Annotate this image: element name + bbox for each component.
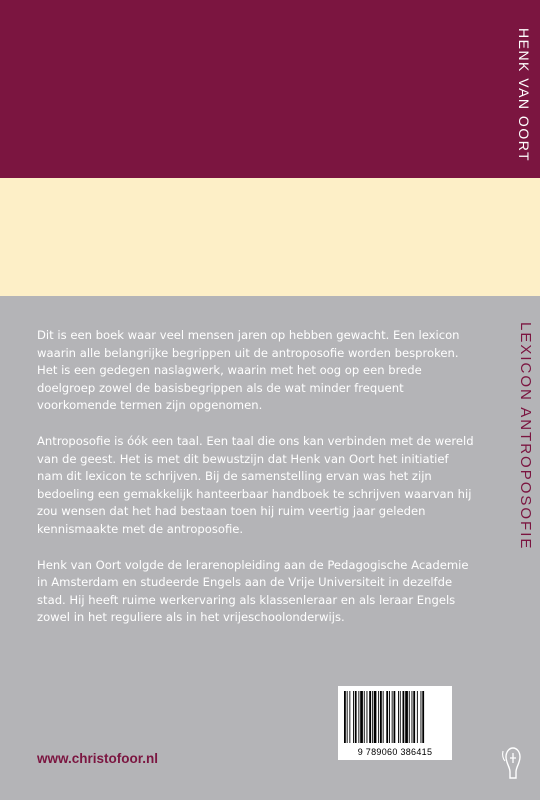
publisher-logo-icon	[500, 745, 526, 781]
blurb-paragraph: Dit is een boek waar veel mensen jaren op hebben gewacht. Een lexicon waarin alle belangrijke begrippen uit de antroposofie worden besproken. Het is een gedegen naslagwerk, waarin met het oog op een brede doelgroep zowel de basisbegrippen als de wat minder frequent voorkomende termen zijn opgenomen.	[37, 328, 460, 413]
blurb-paragraph: Henk van Oort volgde de lerarenopleiding aan de Pedagogische Academie in Amsterdam en studeerde Engels aan de Vrije Universiteit in dezelfde stad. Hij heeft ruime werkervaring als klassenleraar en als leraar Engels zowel in het reguliere als in het vrijeschoolonderwijs.	[37, 557, 469, 625]
isbn-number: 9 789060 386415	[357, 747, 433, 757]
author-name: HENK VAN OORT	[516, 28, 532, 163]
barcode	[338, 686, 452, 760]
publisher-url[interactable]: www.christofoor.nl	[37, 751, 159, 766]
burgundy-band	[0, 0, 540, 178]
cream-band	[0, 178, 540, 296]
blurb	[37, 327, 477, 645]
book-title: LEXICON ANTROPOSOFIE	[517, 322, 534, 551]
barcode-icon	[344, 691, 446, 743]
blurb-paragraph: Antroposofie is óók een taal. Een taal die ons kan verbinden met de wereld van de geest. Het is met dit bewustzijn dat Henk van Oort het initiatief nam dit lexicon te schrijven. Bij de samenstelling ervan was het zijn bedoeling een gemakkelijk hanteerbaar handboek te schrijven waarvan hij zou wensen dat het had bestaan toen hij ruim veertig jaar geleden kennismaakte met de antroposofie.	[37, 433, 474, 536]
